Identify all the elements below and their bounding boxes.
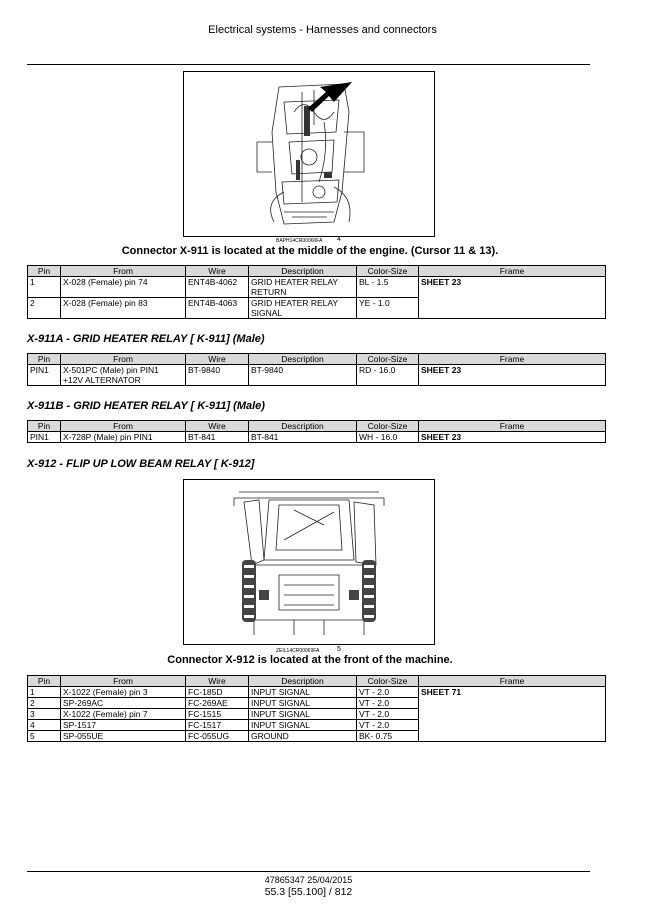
cell-frame: SHEET 71 <box>419 687 606 742</box>
cell-wire: FC-269AE <box>186 698 249 709</box>
cell-description <box>249 277 357 298</box>
col-wire: Wire <box>186 676 249 687</box>
cell-color-size: VT - 2.0 <box>357 698 419 709</box>
arrow-icon <box>308 82 352 112</box>
col-frame: Frame <box>419 266 606 277</box>
cell-color-size: BK- 0.75 <box>357 731 419 742</box>
cell-description: INPUT SIGNAL <box>249 720 357 731</box>
machine-front-figure <box>183 479 435 645</box>
figure2-id: ZEIL14CR00069FA <box>276 648 320 654</box>
desc-line: SIGNAL <box>251 308 283 318</box>
section-heading-x912: X-912 - FLIP UP LOW BEAM RELAY [ K-912] <box>27 458 255 470</box>
cell-pin: 1 <box>28 687 61 698</box>
cell-description: BT-9840 <box>249 365 357 386</box>
table-header-row <box>28 266 606 277</box>
table-header-row <box>28 354 606 365</box>
cell-wire: FC-1515 <box>186 709 249 720</box>
cell-wire: ENT4B-4062 <box>186 277 249 298</box>
col-frame: Frame <box>419 676 606 687</box>
figure1-id: BAPH14CR00060FA <box>276 238 323 244</box>
cell-color-size: VT - 2.0 <box>357 720 419 731</box>
desc-line: GRID HEATER RELAY <box>251 298 339 308</box>
cell-description: GROUND <box>249 731 357 742</box>
col-description: Description <box>249 421 357 432</box>
page-header-title: Electrical systems - Harnesses and connectors <box>208 24 437 36</box>
col-description: Description <box>249 676 357 687</box>
cell-color-size: WH - 16.0 <box>357 432 419 443</box>
cell-frame: SHEET 23 <box>419 365 606 386</box>
cell-color-size: YE - 1.0 <box>357 298 419 319</box>
connector-table-x911b <box>27 420 606 443</box>
cell-wire: FC-1517 <box>186 720 249 731</box>
cell-color-size: VT - 2.0 <box>357 709 419 720</box>
connector-table-x912 <box>27 675 606 742</box>
engine-illustration <box>184 72 434 236</box>
cell-from: X-1022 (Female) pin 7 <box>61 709 186 720</box>
figure2-caption: Connector X-912 is located at the front of the machine. <box>167 654 453 666</box>
engine-figure <box>183 71 435 237</box>
figure2-number: 5 <box>337 646 341 653</box>
desc-line: RETURN <box>251 287 287 297</box>
figure1-caption: Connector X-911 is located at the middle of the engine. (Cursor 11 & 13). <box>121 245 499 257</box>
cell-from: X-1022 (Female) pin 3 <box>61 687 186 698</box>
table-row <box>28 687 606 698</box>
col-pin: Pin <box>28 676 61 687</box>
desc-line: GRID HEATER RELAY <box>251 277 339 287</box>
col-from: From <box>61 354 186 365</box>
col-description: Description <box>249 354 357 365</box>
col-from: From <box>61 676 186 687</box>
col-wire: Wire <box>186 266 249 277</box>
cell-from: SP-055UE <box>61 731 186 742</box>
col-from: From <box>61 421 186 432</box>
col-pin: Pin <box>28 354 61 365</box>
cell-from <box>61 365 186 386</box>
section-heading-x911b: X-911B - GRID HEATER RELAY [ K-911] (Male) <box>27 400 265 412</box>
cell-pin: 1 <box>28 277 61 298</box>
cell-description: INPUT SIGNAL <box>249 709 357 720</box>
col-from: From <box>61 266 186 277</box>
section-heading-x911a: X-911A - GRID HEATER RELAY [ K-911] (Male) <box>27 333 265 345</box>
cell-from: X-728P (Male) pin PIN1 <box>61 432 186 443</box>
cell-description <box>249 298 357 319</box>
cell-color-size: VT - 2.0 <box>357 687 419 698</box>
col-color-size: Color-Size <box>357 266 419 277</box>
cell-wire: FC-055UG <box>186 731 249 742</box>
cell-from: X-028 (Female) pin 83 <box>61 298 186 319</box>
col-pin: Pin <box>28 421 61 432</box>
table-header-row <box>28 676 606 687</box>
col-description: Description <box>249 266 357 277</box>
connector-table-x911 <box>27 265 606 319</box>
cell-frame: SHEET 23 <box>419 432 606 443</box>
footer-page-number: 55.3 [55.100] / 812 <box>264 886 353 898</box>
cell-description: INPUT SIGNAL <box>249 687 357 698</box>
cell-from: SP-1517 <box>61 720 186 731</box>
col-color-size: Color-Size <box>357 354 419 365</box>
cell-wire: FC-185D <box>186 687 249 698</box>
col-pin: Pin <box>28 266 61 277</box>
table-row <box>28 432 606 443</box>
combine-front-illustration <box>184 480 434 644</box>
cell-frame: SHEET 23 <box>419 277 606 319</box>
from-line: X-501PC (Male) pin PIN1 <box>63 365 159 375</box>
footer-doc-date: 47865347 25/04/2015 <box>264 875 353 885</box>
cell-from: X-028 (Female) pin 74 <box>61 277 186 298</box>
cell-pin: 2 <box>28 298 61 319</box>
col-color-size: Color-Size <box>357 421 419 432</box>
from-line: +12V ALTERNATOR <box>63 375 141 385</box>
table-row <box>28 277 606 298</box>
cell-pin: PIN1 <box>28 432 61 443</box>
cell-color-size: RD - 16.0 <box>357 365 419 386</box>
connector-table-x911a <box>27 353 606 386</box>
cell-wire: BT-841 <box>186 432 249 443</box>
cell-description: BT-841 <box>249 432 357 443</box>
col-color-size: Color-Size <box>357 676 419 687</box>
cell-from: SP-269AC <box>61 698 186 709</box>
cell-pin: 5 <box>28 731 61 742</box>
col-frame: Frame <box>419 354 606 365</box>
cell-description: INPUT SIGNAL <box>249 698 357 709</box>
col-frame: Frame <box>419 421 606 432</box>
footer-rule <box>27 871 590 872</box>
cell-color-size: BL - 1.5 <box>357 277 419 298</box>
table-header-row <box>28 421 606 432</box>
cell-wire: ENT4B-4063 <box>186 298 249 319</box>
col-wire: Wire <box>186 421 249 432</box>
cell-wire: BT-9840 <box>186 365 249 386</box>
cell-pin: 2 <box>28 698 61 709</box>
header-rule <box>27 64 590 65</box>
table-row <box>28 365 606 386</box>
cell-pin: 4 <box>28 720 61 731</box>
figure1-number: 4 <box>337 236 341 243</box>
cell-pin: PIN1 <box>28 365 61 386</box>
col-wire: Wire <box>186 354 249 365</box>
cell-pin: 3 <box>28 709 61 720</box>
